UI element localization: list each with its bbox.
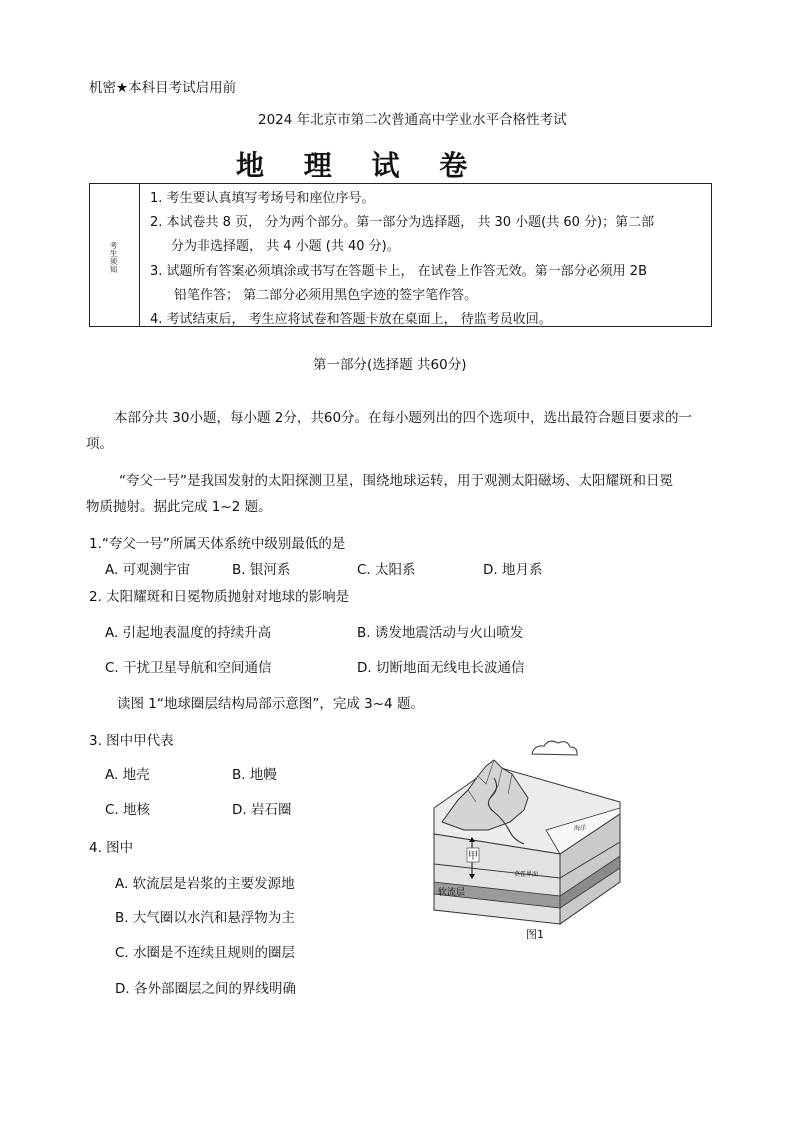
notice-item-1: 1. 考生要认真填写考场号和座位序号。 [150,191,375,206]
notice-item-2-cont: 分为非选择题， 共 4 小题 (共 40 分)。 [171,239,400,254]
question-2-option-b: B. 诱发地震活动与火山喷发 [357,625,524,641]
section-intro-line-1: 本部分共 30小题，每小题 2分，共60分。在每小题列出的四个选项中，选出最符合题目要求的一 [114,410,693,426]
question-2-option-c: C. 干扰卫星导航和空间通信 [105,660,272,676]
notice-item-3: 3. 试题所有答案必须填涂或书写在答题卡上， 在试卷上作答无效。第一部分必须用 2B [150,264,647,279]
exam-name: 2024 年北京市第二次普通高中学业水平合格性考试 [258,112,567,128]
question-1-stem: 1.“夸父一号”所属天体系统中级别最低的是 [89,536,346,552]
question-1-option-c: C. 太阳系 [357,562,416,578]
question-3-option-c: C. 地核 [105,802,151,818]
notice-item-4: 4. 考试结束后， 考生应将试卷和答题卡放在桌面上， 待监考员收回。 [150,312,552,327]
confidential-label: 机密★本科目考试启用前 [89,80,237,96]
passage-1-line-1: “夸父一号”是我国发射的太阳探测卫星，围绕地球运转，用于观测太阳磁场、太阳耀斑和日冕 [119,473,673,489]
question-4-option-a: A. 软流层是岩浆的主要发源地 [115,876,295,892]
exam-notice-table [89,183,712,327]
page-title: 地 理 试 卷 [236,149,483,182]
question-3-option-d: D. 岩石圈 [232,802,292,818]
question-3-option-a: A. 地壳 [105,767,150,783]
question-1-option-a: A. 可观测宇宙 [105,562,191,578]
notice-item-3-cont: 铅笔作答； 第二部分必须用黑色字迹的签字笔作答。 [174,288,478,303]
question-4-option-d: D. 各外部圈层之间的界线明确 [115,981,296,997]
notice-item-2: 2. 本试卷共 8 页， 分为两个部分。第一部分为选择题， 共 30 小题(共 60 分)；第二部 [150,215,655,230]
moho-label: 莫霍界面 [514,871,539,878]
question-2-stem: 2. 太阳耀斑和日冕物质抛射对地球的影响是 [89,589,350,605]
passage-1-line-2: 物质抛射。据此完成 1~2 题。 [86,499,272,515]
question-3-option-b: B. 地幔 [232,767,277,783]
question-1-option-d: D. 地月系 [483,562,543,578]
passage-2: 读图 1“地球圈层结构局部示意图”，完成 3~4 题。 [117,696,424,712]
question-2-option-a: A. 引起地表温度的持续升高 [105,625,272,641]
question-2-option-d: D. 切断地面无线电长波通信 [357,660,525,676]
question-1-option-b: B. 银河系 [232,562,291,578]
section-intro-line-2: 项。 [86,436,113,452]
question-4-stem: 4. 图中 [89,840,134,856]
question-3-stem: 3. 图中甲代表 [89,733,174,749]
figure-caption: 图1 [526,928,544,941]
notice-side-label: 考生须知 [109,241,118,274]
jia-label: 甲 [468,851,478,862]
question-4-option-b: B. 大气圈以水汽和悬浮物为主 [115,910,295,926]
section-heading: 第一部分(选择题 共60分) [313,357,467,373]
asthenosphere-label: 软流层 [438,888,466,898]
cloud-icon [532,741,577,755]
notice-side-cell [90,184,140,326]
question-4-option-c: C. 水圈是不连续且规则的圈层 [115,945,296,961]
ocean-label: 海洋 [574,825,587,832]
earth-sphere-diagram [428,738,628,944]
